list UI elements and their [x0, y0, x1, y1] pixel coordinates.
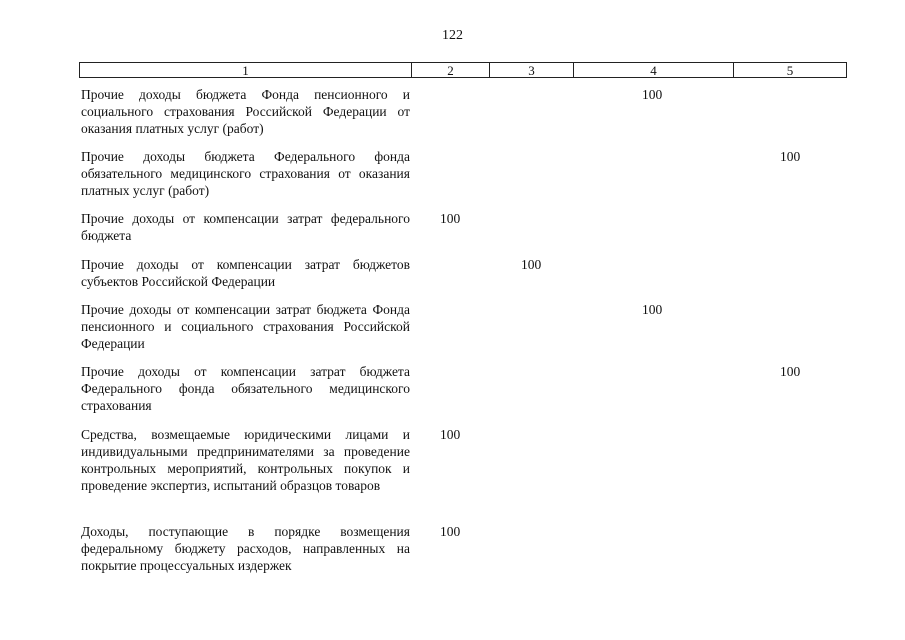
column-header-2: 2 — [412, 63, 490, 77]
row-description: Прочие доходы от компенсации затрат федерального бюджета — [81, 211, 410, 243]
row-description: Средства, возмещаемые юридическими лицами и индивидуальными предпринимателями за проведение контрольных мероприятий, контрольных покупок и проведение экспертиз, испытаний образцов товаров — [81, 427, 410, 493]
column-header-3: 3 — [490, 63, 574, 77]
column-header-5: 5 — [786, 63, 794, 78]
row-description: Прочие доходы бюджета Федерального фонда обязательного медицинского страхования от оказания платных услуг (работ) — [81, 149, 410, 198]
row-value-col2: 100 — [440, 524, 461, 539]
row-description: Доходы, поступающие в порядке возмещения федеральному бюджету расходов, направленных на покрытие процессуальных издержек — [81, 524, 410, 573]
row-value-col5: 100 — [780, 149, 801, 164]
row-value-col5: 100 — [780, 364, 801, 379]
page-number: 122 — [442, 28, 463, 43]
row-description: Прочие доходы от компенсации затрат бюджетов субъектов Российской Федерации — [81, 257, 410, 289]
row-value-col4: 100 — [642, 87, 663, 102]
row-description: Прочие доходы от компенсации затрат бюджета Федерального фонда обязательного медицинского страхования — [81, 364, 410, 413]
row-value-col3: 100 — [521, 257, 542, 272]
row-value-col2: 100 — [440, 427, 461, 442]
row-description: Прочие доходы бюджета Фонда пенсионного и социального страхования Российской Федерации от оказания платных услуг (работ) — [81, 87, 410, 136]
row-value-col2: 100 — [440, 211, 461, 226]
column-header-1: 1 — [80, 63, 412, 77]
column-header-4: 4 — [574, 63, 734, 77]
row-description: Прочие доходы от компенсации затрат бюджета Фонда пенсионного и социального страхования Российской Федерации — [81, 302, 410, 351]
row-value-col4: 100 — [642, 302, 663, 317]
table-header-row — [79, 62, 847, 78]
